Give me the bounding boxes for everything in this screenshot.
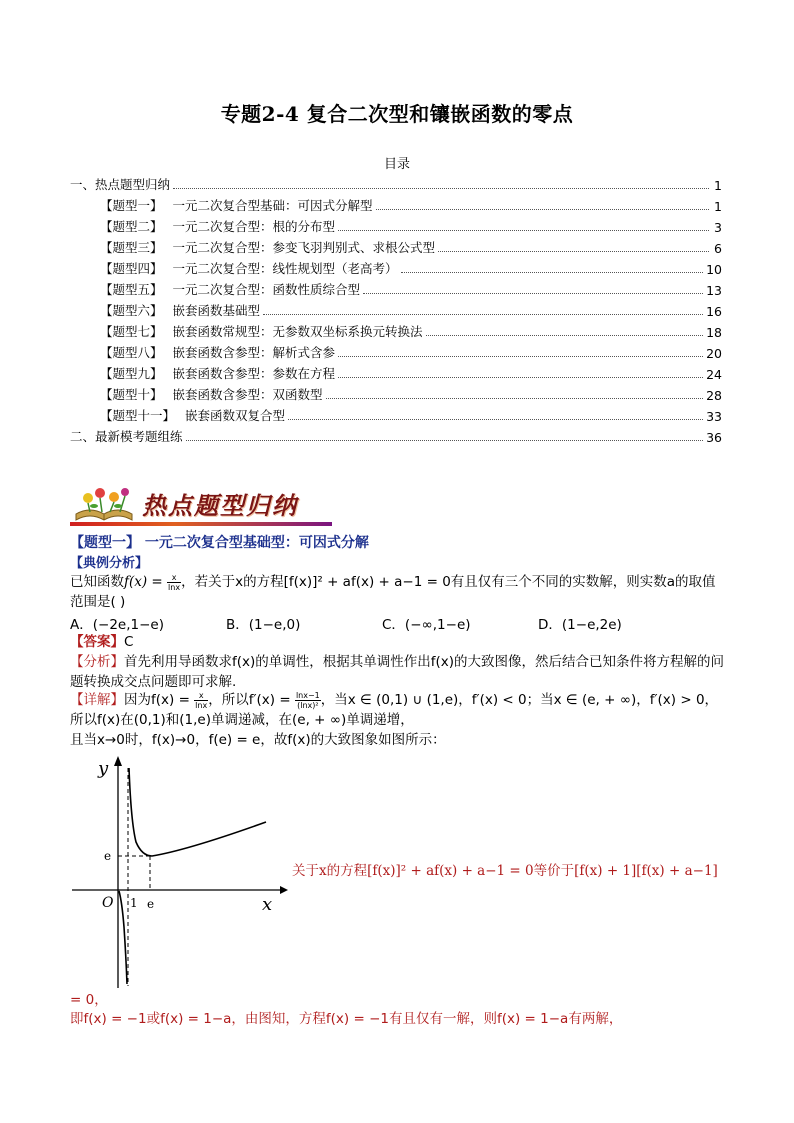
toc-page-number: 33 bbox=[706, 409, 722, 424]
toc-entry-tag: 【题型六】 bbox=[100, 303, 163, 318]
problem-text-c: 范围是( ) bbox=[70, 594, 126, 610]
toc-entry[interactable] bbox=[70, 277, 722, 298]
toc-entry-text: 一元二次复合型：线性规划型（老高考） bbox=[172, 261, 398, 276]
toc-dot-leader bbox=[288, 418, 703, 420]
toc-entry-tag: 【题型五】 bbox=[100, 282, 163, 297]
toc-entry-tag: 【题型八】 bbox=[100, 345, 163, 360]
toc-entry[interactable] bbox=[70, 256, 722, 277]
toc-entry[interactable] bbox=[70, 403, 722, 424]
toc-entry[interactable] bbox=[70, 319, 722, 340]
toc-entry-tag: 【题型三】 bbox=[100, 240, 163, 255]
toc-entry-tag: 【题型一】 bbox=[100, 198, 163, 213]
section-banner bbox=[70, 484, 340, 530]
function-graph bbox=[68, 752, 288, 992]
toc-page-number: 18 bbox=[706, 325, 722, 340]
toc-page-number: 13 bbox=[706, 283, 722, 298]
table-of-contents bbox=[70, 172, 722, 445]
toc-entry-tag: 【题型七】 bbox=[100, 324, 163, 339]
toc-page-number: 20 bbox=[706, 346, 722, 361]
toc-page-number: 6 bbox=[714, 241, 722, 256]
toc-entry-tag: 【题型二】 bbox=[100, 219, 163, 234]
toc-dot-leader bbox=[263, 313, 703, 315]
toc-entry-text: 嵌套函数常规型：无参数双坐标系换元转换法 bbox=[172, 324, 423, 339]
toc-dot-leader bbox=[338, 229, 709, 231]
y-axis-label: y bbox=[98, 758, 109, 779]
toc-page-number: 10 bbox=[706, 262, 722, 277]
toc-dot-leader bbox=[401, 271, 704, 273]
choice-list bbox=[70, 613, 730, 633]
origin-label: O bbox=[102, 895, 114, 911]
toc-dot-leader bbox=[326, 397, 704, 399]
toc-page-number: 1 bbox=[714, 178, 722, 193]
banner-title: 热点题型归纳 bbox=[142, 491, 298, 520]
toc-dot-leader bbox=[363, 292, 703, 294]
problem-text-a: 已知函数 bbox=[70, 574, 124, 590]
toc-dot-leader bbox=[186, 439, 704, 441]
page-title: 专题2-4 复合二次型和镶嵌函数的零点 bbox=[220, 102, 574, 126]
choice-a: A．(−2e,1−e) bbox=[70, 617, 164, 633]
curve-right-branch bbox=[129, 768, 266, 856]
detail-paragraph: 【详解】因为f(x) = $\frac{x}{\ln x}$ ，所以f′(x) = $\frac{\ln x-1}{\text{(lnx)²}}$ ，当x ∈ (0,1) ∪ (1,e)，f′(x) < 0；当x ∈ (e, + ∞)，f′(x) > 0， 所以f(x)在(0,1)和(1,e)单调递减，在(e, + ∞)单调递增， 且当x→0时，f(x)→0，f(e) = e，故f(x)的大致图象如图所示： bbox=[70, 690, 719, 748]
problem-text-b: ，若关于x的方程[f(x)]² + af(x) + a−1 = 0有且仅有三个不同的实数解，则实数a的取值 bbox=[181, 574, 716, 590]
toc-entry-text: 一、热点题型归纳 bbox=[70, 177, 171, 192]
toc-entry[interactable] bbox=[70, 361, 722, 382]
section-heading: 【题型一】 一元二次复合型基础型：可因式分解 bbox=[70, 535, 369, 551]
answer-value: C bbox=[124, 634, 134, 650]
choice-b: B．(1−e,0) bbox=[226, 617, 301, 633]
continuation-line-1: = 0， bbox=[70, 992, 108, 1008]
toc-page-number: 24 bbox=[706, 367, 722, 382]
toc-dot-leader bbox=[338, 355, 703, 357]
toc-entry[interactable] bbox=[70, 340, 722, 361]
banner-underline bbox=[70, 522, 332, 526]
toc-page-number: 16 bbox=[706, 304, 722, 319]
toc-dot-leader bbox=[338, 376, 703, 378]
y-axis-arrow-icon bbox=[114, 756, 122, 766]
toc-entry[interactable] bbox=[70, 424, 722, 445]
equation-text: 关于x的方程[f(x)]² + af(x) + a−1 = 0等价于[f(x) + 1][f(x) + a−1] bbox=[292, 863, 718, 879]
toc-entry[interactable] bbox=[70, 172, 722, 193]
toc-entry-text: 嵌套函数含参型：双函数型 bbox=[172, 387, 323, 402]
toc-entry-text: 一元二次复合型：函数性质综合型 bbox=[172, 282, 361, 297]
toc-page-number: 1 bbox=[714, 199, 722, 214]
toc-heading: 目录 bbox=[383, 157, 410, 172]
toc-entry-text: 二、最新模考题组练 bbox=[70, 429, 183, 444]
detail-label: 【详解】 bbox=[70, 692, 124, 708]
tick-e-label: e bbox=[147, 897, 155, 911]
answer-label: 【答案】 bbox=[70, 634, 124, 650]
problem-statement bbox=[70, 572, 730, 612]
toc-entry-tag: 【题型十一】 bbox=[100, 408, 176, 423]
detail-line-3: 且当x→0时，f(x)→0，f(e) = e，故f(x)的大致图象如图所示： bbox=[70, 732, 446, 748]
toc-entry[interactable] bbox=[70, 298, 722, 319]
x-axis-label: x bbox=[262, 894, 273, 915]
toc-entry-tag: 【题型四】 bbox=[100, 261, 163, 276]
toc-entry-text: 嵌套函数含参型：参数在方程 bbox=[172, 366, 336, 381]
toc-entry-text: 一元二次复合型：根的分布型 bbox=[172, 219, 336, 234]
toc-page-number: 28 bbox=[706, 388, 722, 403]
problem-fraction: $\frac{x}{\ln x}$ bbox=[168, 572, 181, 592]
toc-entry[interactable] bbox=[70, 382, 722, 403]
tick-one-label: 1 bbox=[130, 896, 138, 910]
toc-dot-leader bbox=[173, 187, 709, 189]
toc-entry-text: 嵌套函数基础型 bbox=[172, 303, 261, 318]
toc-entry-text: 嵌套函数双复合型 bbox=[185, 408, 286, 423]
y-tick-e-label: e bbox=[104, 849, 112, 863]
answer-line bbox=[70, 632, 730, 652]
toc-entry-tag: 【题型十】 bbox=[100, 387, 163, 402]
analysis-text: 首先利用导函数求f(x)的单调性，根据其单调性作出f(x)的大致图像，然后结合已知条件将方程解的问题转换成交点问题即可求解. bbox=[70, 654, 725, 690]
book-flower-icon bbox=[70, 484, 140, 524]
toc-dot-leader bbox=[376, 208, 709, 210]
problem-func: f(x) = bbox=[124, 574, 168, 590]
toc-page-number: 3 bbox=[714, 220, 722, 235]
curve-left-branch bbox=[119, 891, 127, 984]
x-axis-arrow-icon bbox=[280, 886, 288, 894]
choice-d: D．(1−e,2e) bbox=[538, 617, 622, 633]
choice-c: C．(−∞,1−e) bbox=[382, 617, 471, 633]
toc-entry[interactable] bbox=[70, 235, 722, 256]
toc-entry-text: 一元二次复合型：参变飞羽判别式、求根公式型 bbox=[172, 240, 436, 255]
continuation-line-2: 即f(x) = −1或f(x) = 1−a，由图知，方程f(x) = −1有且仅有一解，则f(x) = 1−a有两解， bbox=[70, 1011, 623, 1027]
toc-dot-leader bbox=[426, 334, 704, 336]
toc-entry[interactable] bbox=[70, 193, 722, 214]
toc-page-number: 36 bbox=[706, 430, 722, 445]
toc-dot-leader bbox=[438, 250, 709, 252]
toc-entry-text: 嵌套函数含参型：解析式含参 bbox=[172, 345, 336, 360]
toc-entry-text: 一元二次复合型基础：可因式分解型 bbox=[172, 198, 373, 213]
sub-heading: 【典例分析】 bbox=[70, 556, 149, 571]
toc-entry-tag: 【题型九】 bbox=[100, 366, 163, 381]
toc-entry[interactable] bbox=[70, 214, 722, 235]
analysis-paragraph bbox=[70, 652, 730, 692]
detail-line-2: 所以f(x)在(0,1)和(1,e)单调递减，在(e, + ∞)单调递增， bbox=[70, 712, 414, 728]
analysis-label: 【分析】 bbox=[70, 654, 124, 670]
